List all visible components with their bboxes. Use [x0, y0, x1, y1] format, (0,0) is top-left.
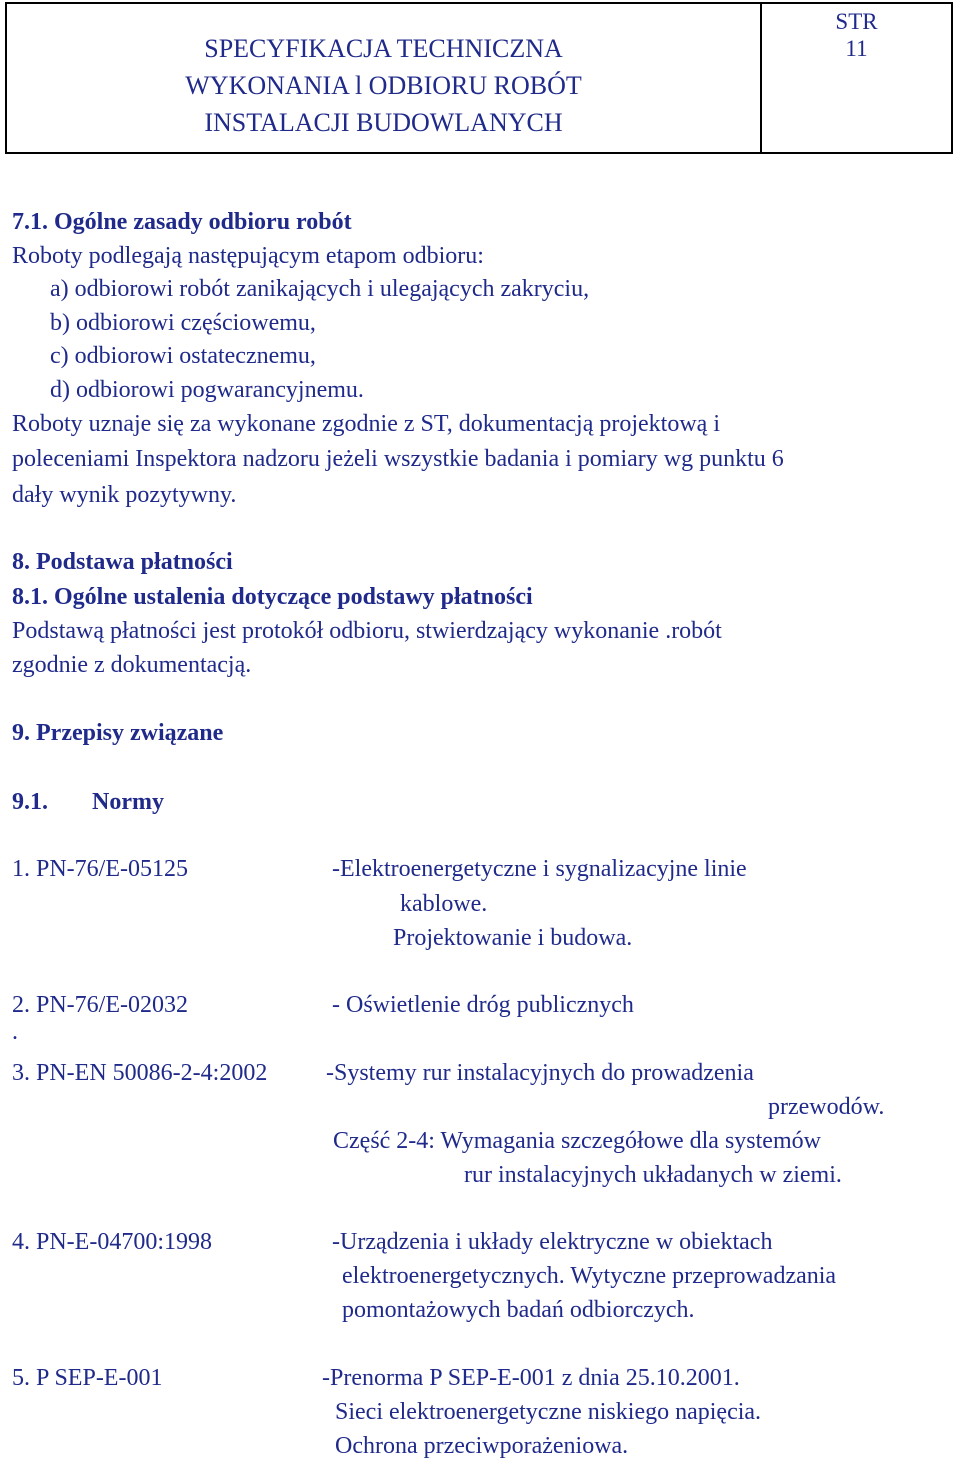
norm-desc-line: pomontażowych badań odbiorczych. [342, 1297, 695, 1323]
norm-code: 5. P SEP-E-001 [12, 1365, 163, 1391]
page-number: 11 [845, 36, 868, 61]
norm-desc-line: -Systemy rur instalacyjnych do prowadzenia [326, 1060, 754, 1086]
stray-dot: . [12, 1019, 18, 1045]
norm-desc-line: Projektowanie i budowa. [393, 925, 633, 951]
paragraph-line: Podstawą płatności jest protokół odbioru, stwierdzający wykonanie .robót [12, 618, 722, 644]
norm-code: 4. PN-E-04700:1998 [12, 1229, 212, 1255]
norm-code: 2. PN-76/E-02032 [12, 992, 188, 1018]
section-9-1-title: Normy [92, 789, 164, 815]
section-7-1-intro: Roboty podlegają następującym etapom odbioru: [12, 243, 484, 269]
header-title-line: INSTALACJI BUDOWLANYCH [204, 108, 563, 137]
list-item: c) odbiorowi ostatecznemu, [50, 343, 316, 369]
header-title-line: SPECYFIKACJA TECHNICZNA [204, 34, 563, 63]
list-item: a) odbiorowi robót zanikających i ulegających zakryciu, [50, 276, 590, 302]
norm-desc-line: rur instalacyjnych układanych w ziemi. [464, 1162, 842, 1188]
section-9-1-number: 9.1. [12, 789, 48, 815]
paragraph-line: zgodnie z dokumentacją. [12, 652, 252, 678]
norm-desc-line: Część 2-4: Wymagania szczegółowe dla systemów [333, 1128, 821, 1154]
list-item: b) odbiorowi częściowemu, [50, 310, 316, 336]
section-8-heading: 8. Podstawa płatności [12, 549, 233, 575]
norm-code: 3. PN-EN 50086-2-4:2002 [12, 1060, 268, 1086]
header-title-line: WYKONANIA l ODBIORU ROBÓT [185, 71, 582, 100]
norm-desc-line: -Urządzenia i układy elektryczne w obiektach [332, 1229, 773, 1255]
norm-desc-line: Ochrona przeciwporażeniowa. [335, 1433, 629, 1459]
norm-desc-line: - Oświetlenie dróg publicznych [332, 992, 634, 1018]
section-8-1-heading: 8.1. Ogólne ustalenia dotyczące podstawy płatności [12, 584, 533, 610]
norm-desc-line: -Elektroenergetyczne i sygnalizacyjne linie [332, 856, 747, 882]
page-label: STR [835, 9, 878, 34]
norm-desc-line: elektroenergetycznych. Wytyczne przeprowadzania [342, 1263, 837, 1289]
paragraph-line: Roboty uznaje się za wykonane zgodnie z ST, dokumentacją projektową i [12, 411, 720, 437]
header-title [7, 4, 762, 152]
section-7-1-heading: 7.1. Ogólne zasady odbioru robót [12, 209, 352, 235]
norm-desc-line: kablowe. [400, 891, 488, 917]
paragraph-line: dały wynik pozytywny. [12, 482, 237, 508]
paragraph-line: poleceniami Inspektora nadzoru jeżeli wszystkie badania i pomiary wg punktu 6 [12, 446, 784, 472]
section-9-heading: 9. Przepisy związane [12, 720, 224, 746]
norm-desc-line: przewodów. [768, 1094, 885, 1120]
norm-code: 1. PN-76/E-05125 [12, 856, 188, 882]
norm-desc-line: Sieci elektroenergetyczne niskiego napięcia. [335, 1399, 762, 1425]
list-item: d) odbiorowi pogwarancyjnemu. [50, 377, 364, 403]
document-header [5, 2, 953, 154]
norm-desc-line: -Prenorma P SEP-E-001 z dnia 25.10.2001. [322, 1365, 740, 1391]
page-number-box [762, 4, 951, 62]
